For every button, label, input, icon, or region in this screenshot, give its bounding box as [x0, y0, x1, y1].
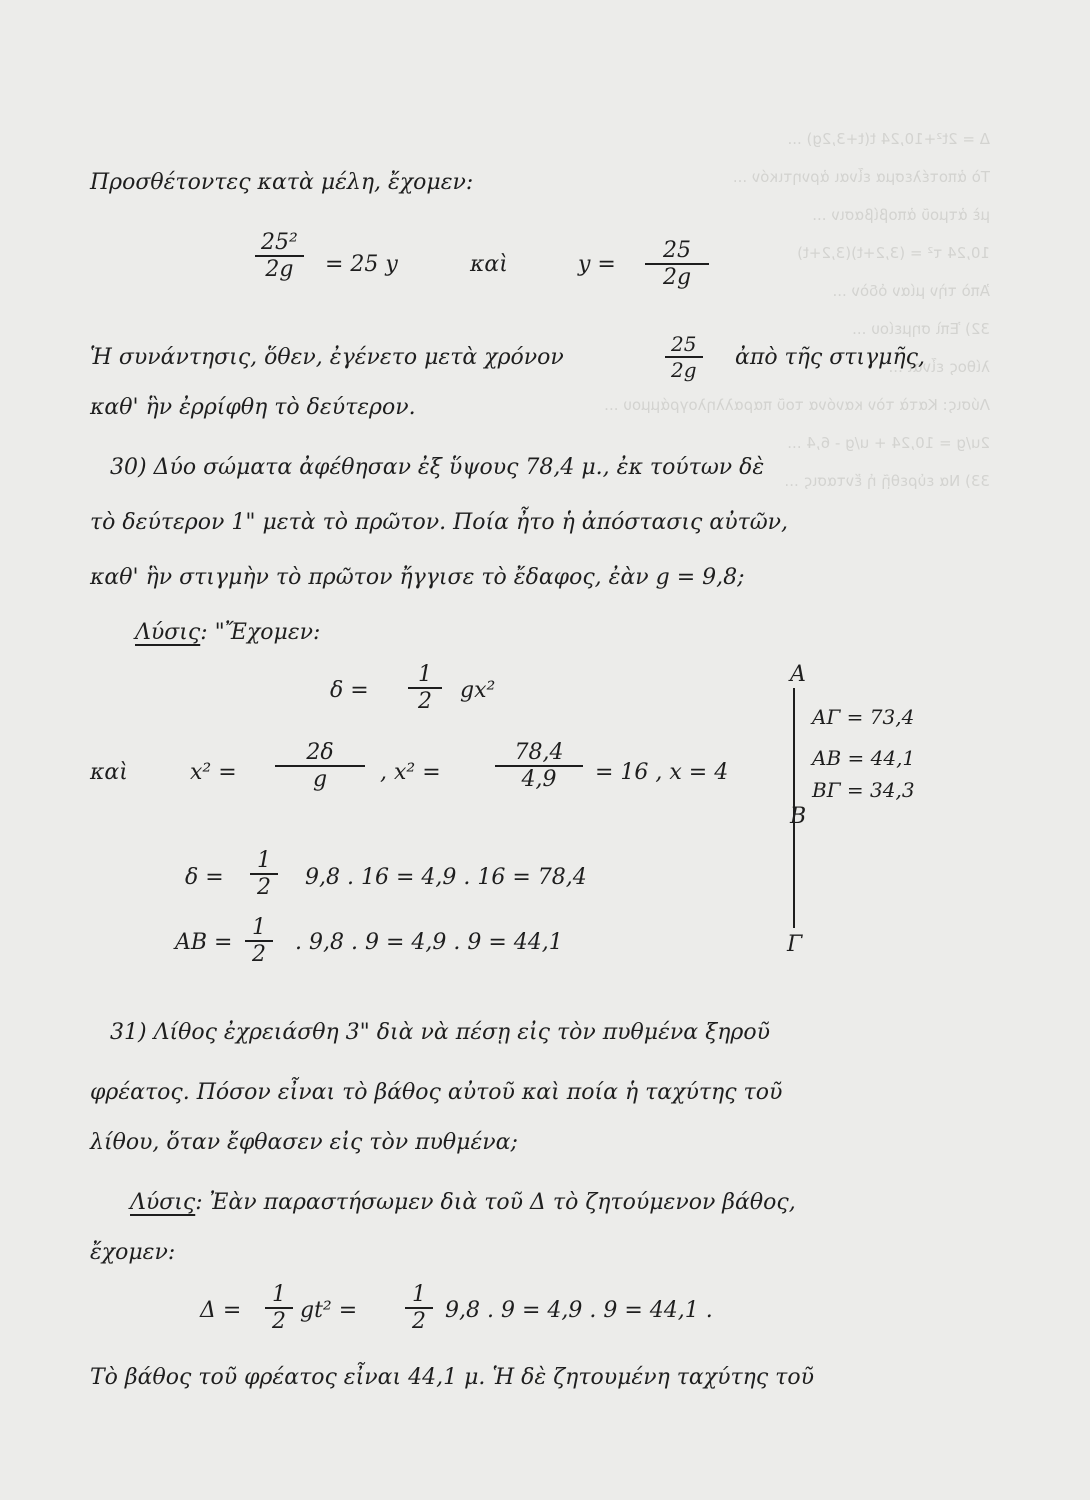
- final-line: Τὸ βάθος τοῦ φρέατος εἶναι 44,1 μ. Ἡ δὲ ζητουμένη ταχύτης τοῦ: [90, 1365, 814, 1390]
- denominator: 2g: [265, 257, 294, 282]
- fraction-one-half: [408, 662, 442, 714]
- solution-2-heading: [130, 1190, 796, 1215]
- denominator: g: [312, 767, 328, 792]
- denominator: 2g: [662, 265, 692, 290]
- denominator: 2: [272, 1309, 286, 1334]
- ghost-line: Λύσις: Κατὰ τὸν κανόνα τοῦ παραλληλογράμμου ...: [604, 396, 990, 414]
- ghost-line: Ἀπὸ τὴν μίαν ὁδὸν ...: [832, 282, 990, 300]
- problem-31-line-3: λίθου, ὅταν ἔφθασεν εἰς τὸν πυθμένα;: [90, 1130, 518, 1155]
- fraction-25-over-2g-inline: [665, 332, 703, 382]
- numerator: 1: [272, 1282, 286, 1307]
- fraction-one-half: [245, 915, 273, 967]
- problem-30-line-1: 30) Δύο σώματα ἀφέθησαν ἐξ ὕψους 78,4 μ., ἐκ τούτων δὲ: [110, 455, 765, 480]
- solution-label: Λύσις: [135, 620, 201, 645]
- denominator: 2: [418, 689, 432, 714]
- solution-heading: [135, 620, 320, 645]
- numerator: 2δ: [306, 740, 334, 765]
- delta-computation: 9,8 . 16 = 4,9 . 16 = 78,4: [305, 865, 587, 890]
- y-equals: y =: [578, 252, 616, 277]
- ghost-line: Δ = 2t²+10,24 t(t+3,2g) ...: [787, 130, 990, 148]
- depth-equals: Δ =: [200, 1298, 242, 1323]
- ghost-line: Τὸ ἀποτέλεσμα εἶναι ἀρνητικόν ...: [732, 168, 990, 186]
- numerator: 25²: [261, 230, 298, 255]
- fraction-2delta-over-g: [275, 740, 365, 792]
- point-b-label: B: [790, 804, 807, 829]
- problem-31-line-1: 31) Λίθος ἐχρειάσθη 3" διὰ νὰ πέσῃ εἰς τὸν πυθμένα ξηροῦ: [110, 1020, 770, 1045]
- x-squared-equals-2: , x² =: [380, 760, 441, 785]
- fraction-one-half: [405, 1282, 433, 1334]
- fraction-one-half: [250, 848, 278, 900]
- solution-2-line-2: ἔχομεν:: [90, 1240, 176, 1265]
- numerator: 1: [418, 662, 432, 687]
- delta-equals: δ =: [185, 865, 224, 890]
- fraction-one-half: [265, 1282, 293, 1334]
- point-g-label: Γ: [787, 932, 803, 957]
- problem-31-line-2: φρέατος. Πόσον εἶναι τὸ βάθος αὐτοῦ καὶ ποία ἡ ταχύτης τοῦ: [90, 1080, 783, 1105]
- solution-text: : Ἐὰν παραστήσωμεν διὰ τοῦ Δ τὸ ζητούμενον βάθος,: [195, 1190, 796, 1215]
- numerator: 1: [257, 848, 271, 873]
- depth-computation: 9,8 . 9 = 4,9 . 9 = 44,1 .: [445, 1298, 713, 1323]
- result-x-equals-4: = 16 , x = 4: [595, 760, 729, 785]
- ab-equals: AB =: [175, 930, 233, 955]
- solution-text: : "Ἔχομεν:: [200, 620, 321, 645]
- ghost-line: μὲ ἀτμοῦ ἀποβίβασιν ...: [812, 206, 990, 224]
- intro-line: Προσθέτοντες κατὰ μέλη, ἔχομεν:: [90, 170, 474, 195]
- bg-value: BΓ = 34,3: [812, 778, 915, 802]
- delta-equals: δ =: [330, 678, 369, 703]
- ab-value: AB = 44,1: [812, 746, 916, 770]
- ghost-line: λίθος εἶναι ...: [888, 358, 990, 376]
- ghost-line: 33) Να εὑρεθῇ ἡ ἔντασις ...: [784, 472, 990, 490]
- thrown-line: καθ' ἣν ἐρρίφθη τὸ δεύτερον.: [90, 395, 416, 420]
- numerator: 25: [663, 238, 691, 263]
- gx-squared: gx²: [460, 678, 496, 703]
- point-a-label: A: [790, 662, 806, 687]
- ghost-line: 10,24 τ² = (3,2+t)(3,2+t): [797, 244, 990, 262]
- meeting-line-end: ἀπὸ τῆς στιγμῆς,: [735, 345, 925, 370]
- x-squared-equals: x² =: [190, 760, 237, 785]
- solution-label: Λύσις: [130, 1190, 196, 1215]
- fraction-78-4-over-4-9: [495, 740, 583, 792]
- ghost-line: 32) Ἐπὶ σημείου ...: [852, 320, 990, 338]
- fraction-25sq-over-2g: [255, 230, 304, 282]
- numerator: 1: [412, 1282, 426, 1307]
- numerator: 1: [252, 915, 266, 940]
- and-word: καὶ: [90, 760, 128, 785]
- ghost-line: 2u/g = 10,24 + u/g - 6,4 ...: [787, 434, 990, 452]
- problem-30-line-3: καθ' ἣν στιγμὴν τὸ πρῶτον ἤγγισε τὸ ἔδαφος, ἐὰν g = 9,8;: [90, 565, 745, 590]
- numerator: 25: [671, 332, 697, 356]
- denominator: 2: [257, 875, 271, 900]
- ab-computation: . 9,8 . 9 = 4,9 . 9 = 44,1: [295, 930, 563, 955]
- denominator: 4,9: [521, 767, 557, 792]
- numerator: 78,4: [514, 740, 564, 765]
- equals-25y: = 25 y: [325, 252, 398, 277]
- and-word: καὶ: [470, 252, 508, 277]
- meeting-line: Ἡ συνάντησις, ὅθεν, ἐγένετο μετὰ χρόνον: [90, 345, 564, 370]
- denominator: 2g: [671, 358, 697, 382]
- denominator: 2: [252, 942, 266, 967]
- ag-value: AΓ = 73,4: [812, 705, 915, 729]
- denominator: 2: [412, 1309, 426, 1334]
- fraction-25-over-2g: [645, 238, 709, 290]
- problem-30-line-2: τὸ δεύτερον 1" μετὰ τὸ πρῶτον. Ποία ἦτο ἡ ἀπόστασις αὐτῶν,: [90, 510, 789, 535]
- gt-squared-equals: gt² =: [300, 1298, 358, 1323]
